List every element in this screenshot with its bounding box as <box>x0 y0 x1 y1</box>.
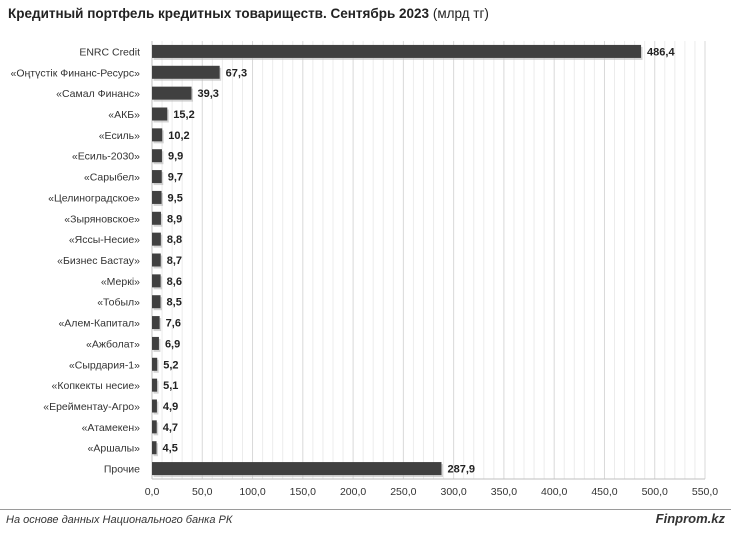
x-tick-label: 0,0 <box>144 486 160 498</box>
bar <box>152 462 441 475</box>
category-label: «Зыряновское» <box>64 213 140 226</box>
value-label: 8,9 <box>166 213 183 226</box>
category-label: «Атамекен» <box>81 421 140 434</box>
category-label: «Аршалы» <box>87 442 140 455</box>
category-label: «Меркі» <box>100 275 140 288</box>
bar <box>152 191 162 204</box>
value-label: 39,3 <box>197 88 219 101</box>
value-label: 4,5 <box>162 442 178 455</box>
category-label: «Ажболат» <box>86 338 140 351</box>
value-label: 486,4 <box>647 46 675 59</box>
x-tick-label: 50,0 <box>192 486 213 498</box>
bar <box>152 274 161 287</box>
value-label: 9,5 <box>167 192 183 205</box>
bar <box>152 128 162 141</box>
bar <box>152 337 159 350</box>
category-label: «Алем-Капитал» <box>58 317 140 330</box>
x-tick-label: 350,0 <box>490 486 518 498</box>
x-tick-label: 500,0 <box>641 486 668 498</box>
value-label: 10,2 <box>168 129 190 142</box>
category-label: «Целиноградское» <box>48 192 140 205</box>
value-label: 8,7 <box>166 255 183 267</box>
value-label: 7,6 <box>165 317 181 330</box>
bar <box>152 149 162 162</box>
value-label: 287,9 <box>447 463 476 476</box>
category-label: «Самал Финанс» <box>56 88 140 101</box>
category-label: «Оңтүстік Финанс-Ресурс» <box>10 67 140 80</box>
value-label: 9,7 <box>167 171 184 184</box>
value-label: 9,9 <box>167 150 184 163</box>
value-label: 15,2 <box>173 109 195 121</box>
brand-logo: Finprom.kz <box>655 511 725 526</box>
category-label: «Бизнес Бастау» <box>57 255 140 267</box>
category-label: «Яссы-Несие» <box>68 234 140 247</box>
category-label: «Ерейментау-Агро» <box>43 401 140 413</box>
x-tick-label: 250,0 <box>390 486 417 498</box>
source-note: На основе данных Национального банка РК <box>6 514 233 526</box>
value-label: 8,8 <box>166 234 183 247</box>
footer-divider <box>0 509 731 510</box>
bar <box>152 170 162 183</box>
category-label: «АКБ» <box>108 109 140 121</box>
category-label: «Копкекты несие» <box>51 380 140 393</box>
bar <box>152 66 220 79</box>
bar <box>152 212 161 225</box>
value-label: 67,3 <box>225 67 248 80</box>
bar <box>152 316 160 329</box>
value-label: 5,2 <box>163 359 179 372</box>
x-tick-label: 550,0 <box>691 486 719 498</box>
x-tick-label: 400,0 <box>541 486 568 498</box>
value-label: 4,7 <box>162 421 179 434</box>
bar <box>152 295 161 308</box>
x-tick-label: 450,0 <box>591 486 618 498</box>
bar <box>152 400 157 413</box>
category-label: «Тобыл» <box>97 296 140 309</box>
x-tick-label: 200,0 <box>339 486 367 498</box>
chart-title: Кредитный портфель кредитных товариществ. Сентябрь 2023 <box>8 6 430 21</box>
category-label: Прочие <box>103 463 140 476</box>
x-tick-label: 150,0 <box>289 486 316 498</box>
category-label: «Сарыбел» <box>83 171 140 184</box>
chart-unit: (млрд тг) <box>432 6 489 21</box>
bar <box>152 108 167 121</box>
category-label: «Есиль-2030» <box>71 150 140 163</box>
value-label: 4,9 <box>162 401 179 413</box>
bar <box>152 87 192 100</box>
x-tick-label: 300,0 <box>440 486 467 498</box>
value-label: 8,5 <box>166 296 182 309</box>
bar <box>152 45 641 58</box>
value-label: 6,9 <box>164 338 181 351</box>
category-label: «Есиль» <box>98 129 140 142</box>
value-label: 5,1 <box>163 380 179 393</box>
value-label: 8,6 <box>166 275 182 288</box>
bar <box>152 358 157 371</box>
bar <box>152 254 161 267</box>
x-tick-label: 100,0 <box>239 486 266 498</box>
category-label: ENRC Credit <box>79 46 140 59</box>
bar <box>152 379 157 392</box>
bar <box>152 233 161 246</box>
bar <box>152 441 157 454</box>
bar <box>152 420 157 433</box>
category-label: «Сырдария-1» <box>68 359 140 372</box>
